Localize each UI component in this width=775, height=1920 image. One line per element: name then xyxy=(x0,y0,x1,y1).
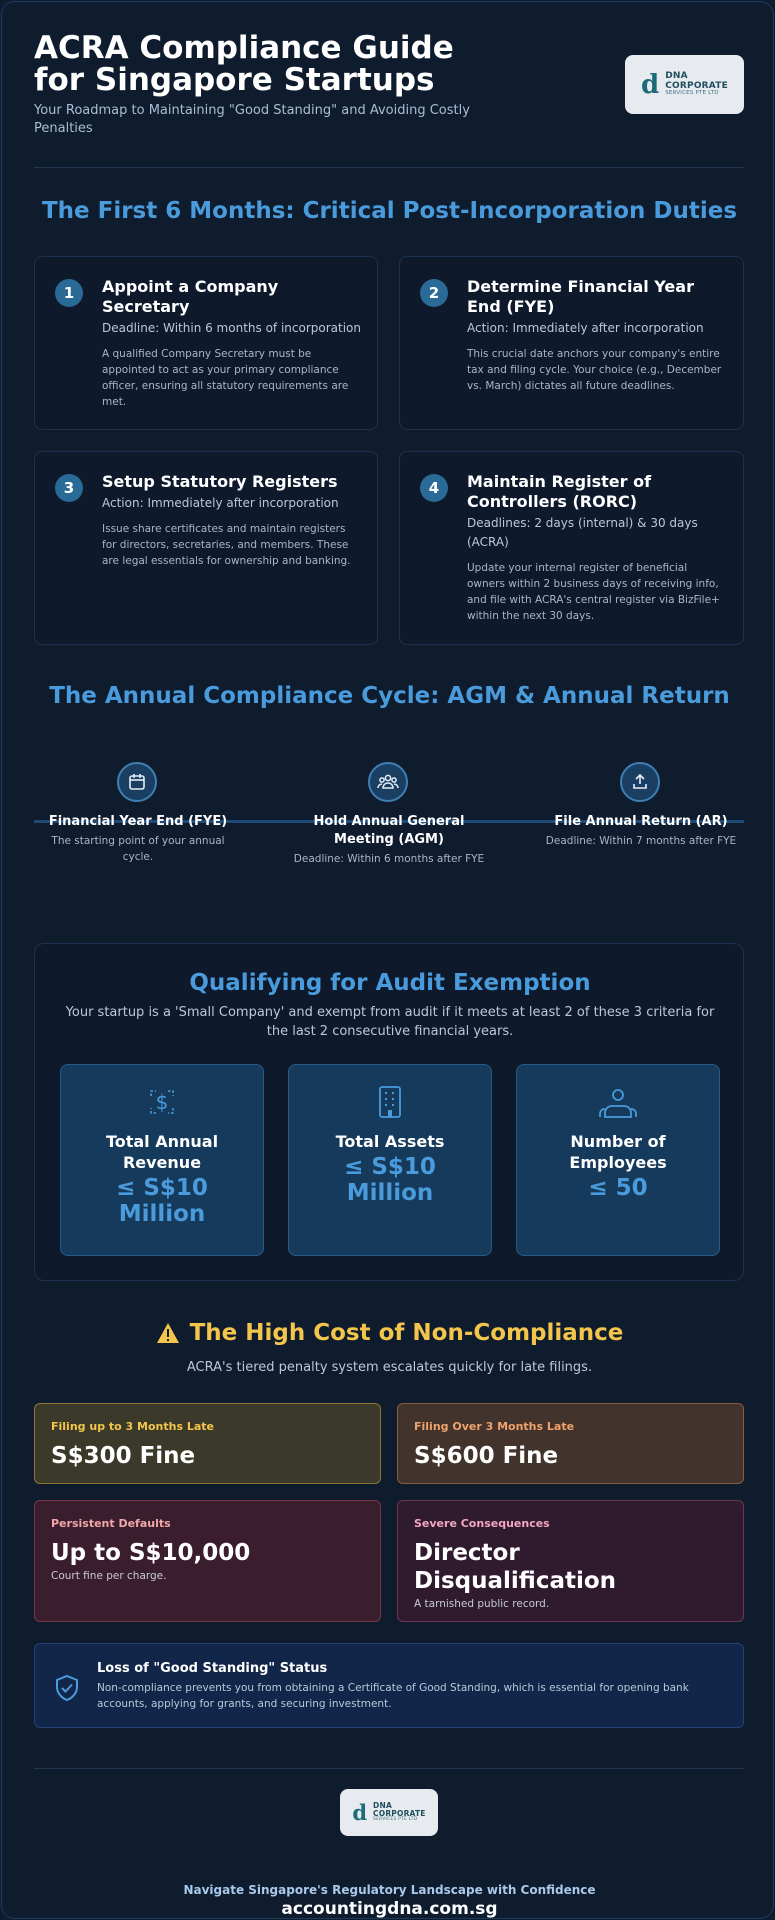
penalty-value: S$300 Fine xyxy=(51,1443,196,1469)
audit-title: Qualifying for Audit Exemption xyxy=(189,970,591,996)
page-frame xyxy=(1,1,774,1919)
duty-deadline: Deadline: Within 6 months of incorporation xyxy=(102,321,361,335)
logo-line1: DNA xyxy=(373,1801,392,1811)
duty-deadline: Deadlines: 2 days (internal) & 30 days (ACRA) xyxy=(467,516,698,549)
penalties-subtitle: ACRA's tiered penalty system escalates quickly for late filings. xyxy=(186,1360,593,1375)
warning-icon xyxy=(156,1322,180,1344)
penalty-value: Up to S$10,000 xyxy=(51,1540,251,1566)
penalty-value: S$600 Fine xyxy=(414,1443,559,1469)
criterion-assets xyxy=(288,1064,492,1256)
step-note: Deadline: Within 6 months after FYE xyxy=(293,853,485,865)
criterion-name: Number of Employees xyxy=(569,1132,667,1172)
audit-exemption-box xyxy=(34,943,744,1281)
step-note: The starting point of your annual cycle. xyxy=(51,835,225,863)
good-standing-box xyxy=(34,1643,744,1728)
logo-mark-icon: d xyxy=(352,1800,368,1825)
step-number: 4 xyxy=(420,474,448,502)
svg-text:$: $ xyxy=(155,1090,169,1114)
penalties-heading xyxy=(2,1320,775,1346)
duty-deadline: Action: Immediately after incorporation xyxy=(102,496,339,510)
step-note: Deadline: Within 7 months after FYE xyxy=(545,835,737,847)
penalty-note: Court fine per charge. xyxy=(51,1570,167,1582)
criterion-value: ≤ 50 xyxy=(588,1175,648,1201)
duty-title: Appoint a Company Secretary xyxy=(102,277,279,316)
step-name: Financial Year End (FYE) xyxy=(48,814,228,829)
duty-card-1 xyxy=(34,256,378,430)
duty-description: Issue share certificates and maintain registers for directors, secretaries, and members. These are legal essentials for ownership and banking. xyxy=(102,523,351,567)
duty-title: Maintain Register of Controllers (RORC) xyxy=(467,472,652,511)
criterion-name: Total Annual Revenue xyxy=(105,1132,219,1172)
step-name: File Annual Return (AR) xyxy=(554,814,728,829)
step-number: 1 xyxy=(55,279,83,307)
penalty-note: A tarnished public record. xyxy=(414,1598,550,1610)
duty-title: Setup Statutory Registers xyxy=(102,472,338,491)
penalties-title: The High Cost of Non-Compliance xyxy=(189,1320,624,1346)
duty-description: This crucial date anchors your company's entire tax and filing cycle. Your choice (e.g., December vs. March) dictates all future deadlines. xyxy=(467,348,722,392)
employees-icon xyxy=(517,1087,719,1119)
people-icon xyxy=(368,762,408,802)
step-number: 3 xyxy=(55,474,83,502)
penalty-value: Director Disqualification xyxy=(414,1540,617,1594)
footer-url[interactable]: accountingdna.com.sg xyxy=(281,1899,498,1919)
header-divider xyxy=(34,167,744,168)
first-six-months-title: The First 6 Months: Critical Post-Incorporation Duties xyxy=(41,198,738,224)
duty-title: Determine Financial Year End (FYE) xyxy=(467,277,694,316)
upload-icon xyxy=(620,762,660,802)
company-logo xyxy=(625,55,744,114)
annual-cycle-title: The Annual Compliance Cycle: AGM & Annual Return xyxy=(49,683,730,709)
criterion-value: ≤ S$10 Million xyxy=(344,1154,436,1206)
footer-divider xyxy=(34,1768,744,1769)
logo-line2: CORPORATE xyxy=(373,1809,426,1819)
logo-mark-icon: d xyxy=(641,69,660,100)
penalty-label: Filing up to 3 Months Late xyxy=(51,1420,214,1433)
footer-tagline: Navigate Singapore's Regulatory Landscape with Confidence xyxy=(183,1883,596,1897)
penalty-label: Severe Consequences xyxy=(414,1517,550,1530)
timeline-step-ar xyxy=(541,813,741,849)
penalty-label: Persistent Defaults xyxy=(51,1517,171,1530)
penalty-label: Filing Over 3 Months Late xyxy=(414,1420,575,1433)
criterion-employees xyxy=(516,1064,720,1256)
good-standing-desc: Non-compliance prevents you from obtaining a Certificate of Good Standing, which is essential for opening bank accounts, applying for grants, and securing investment. xyxy=(97,1682,689,1710)
duty-card-2 xyxy=(399,256,744,430)
step-name: Hold Annual General Meeting (AGM) xyxy=(313,814,465,847)
audit-subtitle: Your startup is a 'Small Company' and exempt from audit if it meets at least 2 of these 3 criteria for the last 2 consecutive financial years. xyxy=(65,1005,715,1039)
penalty-card-severe xyxy=(397,1500,744,1622)
logo-line1: DNA xyxy=(665,71,688,82)
footer-logo xyxy=(340,1789,438,1836)
dollar-icon xyxy=(61,1087,263,1117)
logo-line3: SERVICES PTE LTD xyxy=(665,90,719,97)
duty-description: A qualified Company Secretary must be appointed to act as your primary compliance officer, ensuring all statutory requirements are met. xyxy=(102,348,349,408)
page-subtitle: Your Roadmap to Maintaining "Good Standing" and Avoiding Costly Penalties xyxy=(34,103,470,136)
page-title: ACRA Compliance Guide for Singapore Startups xyxy=(34,30,454,98)
duty-card-3 xyxy=(34,451,378,645)
building-icon xyxy=(289,1085,491,1119)
duty-deadline: Action: Immediately after incorporation xyxy=(467,321,704,335)
criterion-name: Total Assets xyxy=(335,1132,445,1151)
timeline-step-agm xyxy=(289,813,489,867)
calendar-icon xyxy=(117,762,157,802)
penalty-card-persistent xyxy=(34,1500,381,1622)
duty-card-4 xyxy=(399,451,744,645)
criterion-value: ≤ S$10 Million xyxy=(116,1175,208,1227)
penalty-card-3-months xyxy=(34,1403,381,1484)
criterion-revenue xyxy=(60,1064,264,1256)
shield-check-icon xyxy=(53,1674,81,1706)
duty-description: Update your internal register of beneficial owners within 2 business days of receiving info, and file with ACRA's central register via BizFile+ within the next 30 days. xyxy=(467,562,720,622)
step-number: 2 xyxy=(420,279,448,307)
logo-line3: SERVICES PTE LTD xyxy=(373,1817,418,1823)
penalty-card-over-3-months xyxy=(397,1403,744,1484)
good-standing-title: Loss of "Good Standing" Status xyxy=(97,1661,328,1676)
timeline-step-fye xyxy=(38,813,238,865)
logo-line2: CORPORATE xyxy=(665,80,728,91)
